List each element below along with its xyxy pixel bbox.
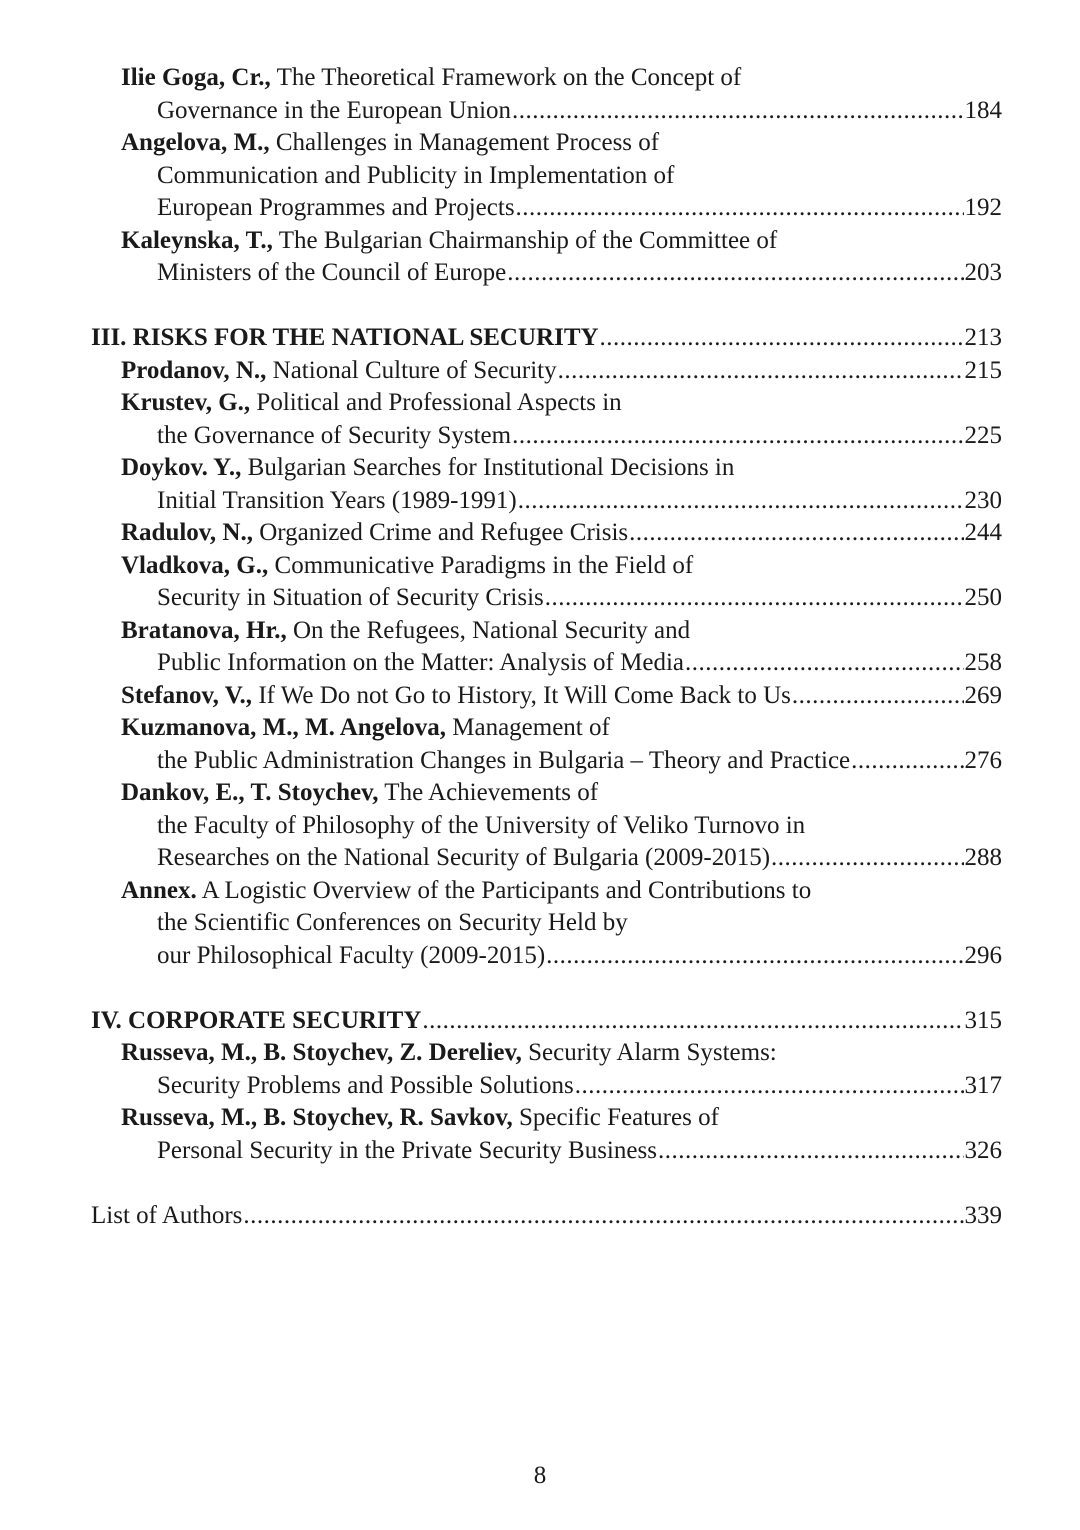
toc-entry-authors: Bratanova, Hr.,	[121, 616, 287, 644]
toc-page-number: 276	[964, 746, 1002, 774]
toc-entry-authors: Kuzmanova, M., M. Angelova,	[121, 714, 446, 741]
toc-entry-line	[91, 940, 1002, 973]
toc-entry-title-text: On the Refugees, National Security and	[293, 616, 691, 644]
toc-page-number: 315	[964, 1006, 1002, 1034]
toc-entry-line	[91, 680, 1002, 713]
dot-leader	[507, 257, 963, 290]
toc-entry	[91, 680, 1002, 713]
toc-entry-title-text: the Scientific Conferences on Security Held by	[157, 909, 628, 936]
dot-leader	[575, 1070, 964, 1103]
toc-entry-title-text: Governance in the European Union	[157, 96, 512, 124]
dot-leader	[792, 680, 964, 713]
toc-entry-title-text: Public Information on the Matter: Analysis of Media	[157, 649, 684, 676]
toc-entry-authors: Prodanov, N.,	[121, 356, 267, 384]
dot-leader	[512, 95, 963, 128]
toc-entry-line	[91, 907, 1002, 940]
toc-page-number: 288	[964, 844, 1002, 871]
toc-entry-title-text: Security in Situation of Security Crisis	[157, 584, 544, 611]
toc-page-number: 296	[964, 941, 1002, 969]
toc-heading-title: IV. CORPORATE SECURITY	[91, 1006, 422, 1034]
toc-entry	[91, 355, 1002, 388]
toc-entry-line	[91, 875, 1002, 908]
toc-spacer	[91, 972, 1002, 1005]
dot-leader	[512, 420, 963, 453]
toc-entry-line	[91, 485, 1002, 518]
toc-entry-line	[91, 452, 1002, 485]
dot-leader	[685, 647, 964, 680]
toc-entry	[91, 1102, 1002, 1167]
dot-leader	[518, 485, 964, 518]
toc-heading-title: III. RISKS FOR THE NATIONAL SECURITY	[91, 324, 599, 351]
toc-entry	[91, 550, 1002, 615]
toc-entry-line	[91, 225, 1002, 258]
toc-entry-title-text: Challenges in Management Process of	[275, 129, 660, 156]
toc-page-number: 215	[964, 356, 1002, 384]
toc-page-number: 326	[964, 1136, 1002, 1164]
toc-page-number: 230	[964, 486, 1002, 514]
toc-entry-line	[91, 582, 1002, 615]
toc-entry	[91, 875, 1002, 973]
dot-leader	[658, 1135, 964, 1168]
toc-entry-authors: Krustev, G.,	[121, 389, 251, 416]
toc-page-number: 250	[964, 584, 1002, 611]
toc-entry-line	[91, 745, 1002, 778]
toc-entry-title-text: our Philosophical Faculty (2009-2015)	[157, 941, 546, 969]
toc-entry-line	[91, 1102, 1002, 1135]
toc-entry-title-text: The Achievements of	[384, 779, 599, 806]
toc-entry-title-text: the Public Administration Changes in Bulgaria – Theory and Practice	[157, 746, 851, 774]
toc-spacer	[91, 290, 1002, 323]
toc-entry-line	[91, 355, 1002, 388]
toc-entry	[91, 452, 1002, 517]
toc-page-number: 269	[964, 681, 1002, 709]
dot-leader	[629, 517, 963, 550]
dot-leader	[851, 745, 963, 778]
toc-entry	[91, 127, 1002, 225]
toc-entry-title-text: Personal Security in the Private Security Business	[157, 1136, 657, 1164]
toc-entry-line	[91, 387, 1002, 420]
dot-leader	[600, 322, 964, 355]
dot-leader	[546, 940, 963, 973]
toc-entry-title-text: the Faculty of Philosophy of the University of Veliko Turnovo in	[157, 811, 806, 839]
toc-entry	[91, 62, 1002, 127]
toc-entry-title-text: The Theoretical Framework on the Concept of	[276, 64, 742, 91]
toc-entry	[91, 777, 1002, 875]
toc-entry-authors: Ilie Goga, Cr.,	[121, 64, 271, 91]
toc-entry-authors: Stefanov, V.,	[121, 681, 253, 709]
toc-entry-title-text: Political and Professional Aspects in	[256, 389, 622, 416]
toc-entry-line	[91, 95, 1002, 128]
table-of-contents	[91, 62, 1002, 1232]
toc-entry-authors: Angelova, M.,	[121, 129, 270, 156]
dot-leader	[422, 1005, 963, 1038]
toc-entry	[91, 225, 1002, 290]
toc-entry-line	[91, 712, 1002, 745]
toc-entry-title-text: Communicative Paradigms in the Field of	[274, 551, 694, 579]
toc-entry-title-text: The Bulgarian Chairmanship of the Committee of	[278, 226, 778, 254]
toc-entry-line	[91, 777, 1002, 810]
toc-entry-title-text: Specific Features of	[518, 1104, 719, 1131]
toc-entry-authors: Radulov, N.,	[121, 519, 253, 546]
toc-entry-line	[91, 842, 1002, 875]
toc-entry-authors: Kaleynska, T.,	[121, 226, 273, 254]
toc-entry-authors: Annex.	[121, 876, 197, 904]
toc-page-number: 225	[964, 421, 1002, 449]
toc-entry-line	[91, 550, 1002, 583]
dot-leader	[516, 192, 964, 225]
toc-entry	[91, 712, 1002, 777]
toc-entry-title-text: A Logistic Overview of the Participants and Contributions to	[201, 876, 812, 904]
toc-entry-authors: Vladkova, G.,	[121, 551, 269, 579]
toc-page-number: 184	[964, 96, 1002, 124]
toc-heading-title: List of Authors	[91, 1201, 243, 1229]
toc-list-of-authors	[91, 1200, 1002, 1233]
page-number: 8	[533, 1462, 547, 1489]
toc-entry-line	[91, 810, 1002, 843]
toc-entry-line	[91, 257, 1002, 290]
toc-entry-title-text: Security Alarm Systems:	[528, 1039, 777, 1066]
toc-entry-line	[91, 127, 1002, 160]
toc-page-number: 244	[964, 519, 1002, 546]
toc-entry-authors: Doykov. Y.,	[121, 454, 242, 481]
toc-entry-line	[91, 615, 1002, 648]
dot-leader	[558, 355, 964, 388]
toc-page-number: 339	[964, 1201, 1002, 1229]
toc-entry-title-text: the Governance of Security System	[157, 421, 512, 449]
toc-entry-line	[91, 647, 1002, 680]
toc-entry-line	[91, 160, 1002, 193]
toc-entry-authors: Dankov, E., T. Stoychev,	[121, 779, 379, 806]
toc-entry-title-text: Bulgarian Searches for Institutional Decisions in	[247, 454, 735, 481]
toc-page-number: 317	[964, 1071, 1002, 1099]
toc-entry-line	[91, 1070, 1002, 1103]
toc-entry-title-text: Management of	[452, 714, 610, 741]
toc-entry-line	[91, 517, 1002, 550]
toc-entry	[91, 387, 1002, 452]
toc-entry-title-text: Organized Crime and Refugee Crisis	[259, 519, 629, 546]
dot-leader	[771, 842, 963, 875]
toc-spacer	[91, 1167, 1002, 1200]
toc-page-number: 192	[964, 194, 1002, 221]
toc-section-heading	[91, 1005, 1002, 1038]
toc-entry-title-text: If We Do not Go to History, It Will Come Back to Us	[258, 681, 791, 709]
toc-entry-title-text: Communication and Publicity in Implementation of	[157, 161, 675, 189]
toc-entry-title-text: National Culture of Security	[272, 356, 557, 384]
toc-page-number: 203	[964, 259, 1002, 286]
dot-leader	[243, 1200, 963, 1233]
toc-entry-line	[91, 62, 1002, 95]
toc-entry	[91, 517, 1002, 550]
toc-entry-title-text: European Programmes and Projects	[157, 194, 515, 221]
toc-entry-line	[91, 1135, 1002, 1168]
toc-entry-line	[91, 1037, 1002, 1070]
toc-section-heading	[91, 322, 1002, 355]
toc-entry-line	[91, 192, 1002, 225]
toc-entry	[91, 615, 1002, 680]
toc-entry-authors: Russeva, M., B. Stoychev, Z. Dereliev,	[121, 1039, 522, 1066]
toc-entry-line	[91, 420, 1002, 453]
toc-entry-authors: Russeva, M., B. Stoychev, R. Savkov,	[121, 1104, 513, 1131]
toc-page-number: 258	[964, 649, 1002, 676]
toc-entry-title-text: Security Problems and Possible Solutions	[157, 1071, 574, 1099]
toc-entry-title-text: Initial Transition Years (1989-1991)	[157, 486, 517, 514]
toc-entry-title-text: Ministers of the Council of Europe	[157, 259, 507, 286]
toc-entry	[91, 1037, 1002, 1102]
toc-page-number: 213	[964, 324, 1002, 351]
dot-leader	[545, 582, 964, 615]
toc-entry-title-text: Researches on the National Security of Bulgaria (2009-2015)	[157, 844, 771, 871]
